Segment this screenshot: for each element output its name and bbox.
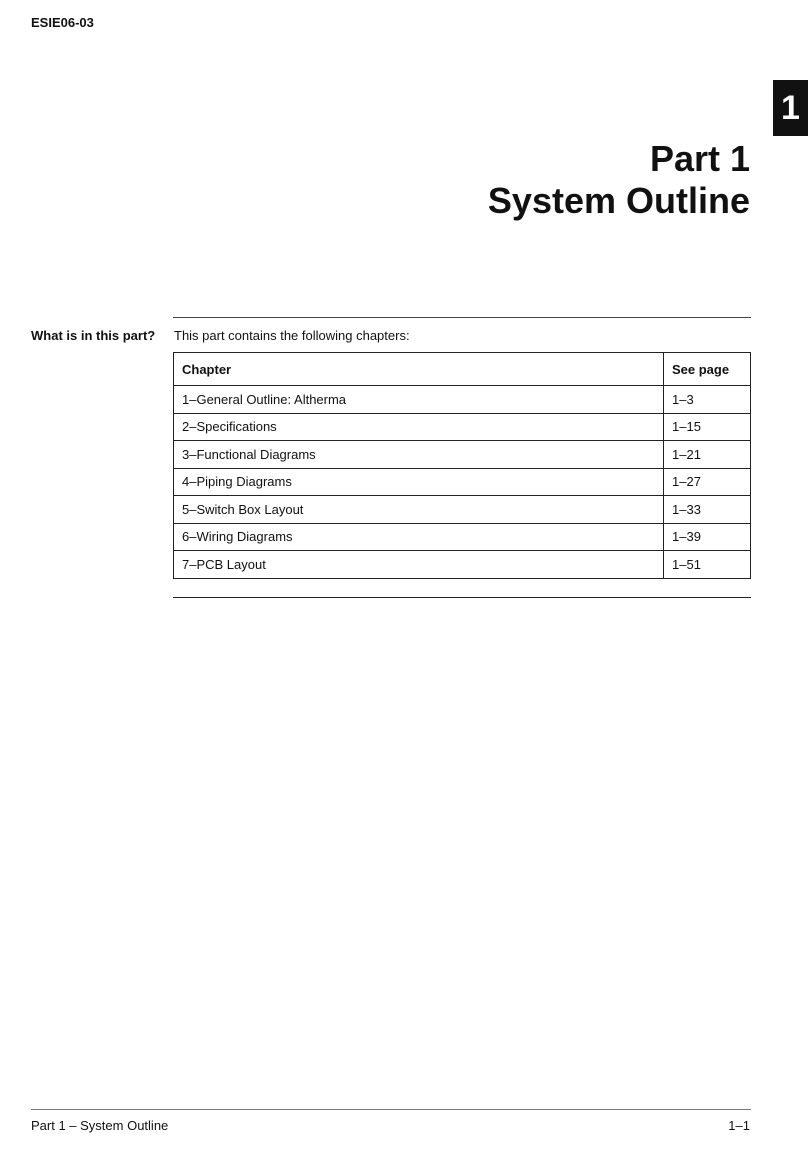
table-row	[174, 468, 751, 496]
table-header-row	[174, 353, 751, 386]
chapter-cell: 5–Switch Box Layout	[174, 496, 664, 524]
section-divider-top	[173, 317, 751, 318]
footer-title: Part 1 – System Outline	[31, 1118, 169, 1133]
page-cell: 1–39	[664, 523, 751, 551]
table-row	[174, 386, 751, 414]
chapter-cell: 6–Wiring Diagrams	[174, 523, 664, 551]
chapter-column-header: Chapter	[174, 353, 664, 386]
chapter-table	[173, 352, 751, 579]
section-label: What is in this part?	[31, 328, 156, 343]
table-row	[174, 441, 751, 469]
table-row	[174, 496, 751, 524]
page-cell: 1–33	[664, 496, 751, 524]
table-row	[174, 551, 751, 579]
page-cell: 1–15	[664, 413, 751, 441]
table-row	[174, 523, 751, 551]
section-intro: This part contains the following chapters:	[174, 328, 410, 343]
part-tab: 1	[773, 80, 808, 136]
chapter-cell: 4–Piping Diagrams	[174, 468, 664, 496]
table-row	[174, 413, 751, 441]
part-title-line1: Part 1	[649, 138, 750, 179]
chapter-cell: 1–General Outline: Altherma	[174, 386, 664, 414]
chapter-cell: 2–Specifications	[174, 413, 664, 441]
section-divider-bottom	[173, 597, 751, 598]
chapter-cell: 3–Functional Diagrams	[174, 441, 664, 469]
page-number: 1–1	[728, 1118, 750, 1133]
chapter-cell: 7–PCB Layout	[174, 551, 664, 579]
page-cell: 1–3	[664, 386, 751, 414]
page-cell: 1–51	[664, 551, 751, 579]
part-title-line2: System Outline	[487, 180, 750, 221]
page-cell: 1–27	[664, 468, 751, 496]
footer-divider	[31, 1109, 751, 1110]
page-cell: 1–21	[664, 441, 751, 469]
page-column-header: See page	[664, 353, 751, 386]
document-code: ESIE06-03	[31, 15, 94, 30]
part-title	[488, 138, 750, 222]
